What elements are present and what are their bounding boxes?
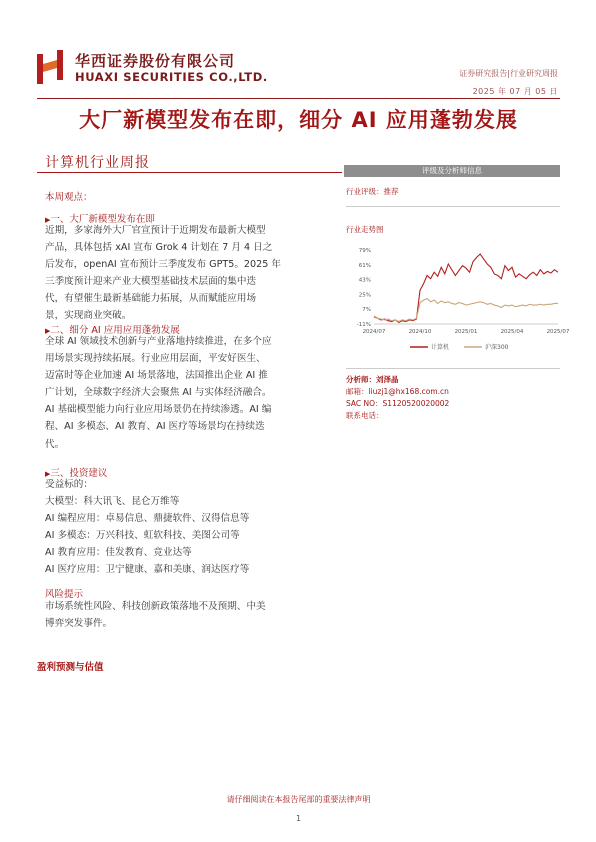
analyst-phone: 联系电话：: [346, 411, 384, 420]
x-tick-label: 2024/07: [362, 329, 386, 335]
x-tick-label: 2024/10: [408, 329, 432, 335]
industry-trend-chart: [344, 244, 570, 360]
bullet-triangle-icon: ▶: [45, 327, 51, 335]
company-name-en: HUAXI SECURITIES CO.,LTD.: [75, 70, 268, 84]
trend-label: 行业走势图: [346, 225, 384, 234]
body-line: 代。: [45, 438, 65, 450]
body-line: 迈富时等企业加速 AI 场景落地，法国推出企业 AI 推: [45, 370, 268, 382]
x-tick-label: 2025/01: [454, 329, 478, 335]
body-line: 近期，多家海外大厂官宣预计于近期发布最新大模型: [45, 225, 266, 236]
sidebar-divider-2: [346, 368, 560, 369]
legal-disclaimer: 请仔细阅读在本报告尾部的重要法律声明: [226, 795, 371, 804]
body-line: AI 多模态：万兴科技、虹软科技、美图公司等: [45, 530, 240, 542]
header-divider: [37, 98, 560, 99]
forecast-heading: 盈利预测与估值: [37, 662, 104, 673]
body-line: 大模型：科大讯飞、昆仑万维等: [45, 496, 180, 508]
bullet-triangle-icon: ▶: [45, 470, 51, 478]
rating-value: 推荐: [383, 187, 399, 196]
analyst-row: [346, 374, 399, 385]
body-line: 市场系统性风险、科技创新政策落地不及预期、中美: [45, 601, 266, 612]
page-number: 1: [295, 814, 302, 823]
y-tick-label: 25%: [358, 292, 371, 299]
body-line: 全球 AI 领域技术创新与产业落地持续推进，在多个应: [45, 336, 272, 347]
report-type: 证券研究报告|行业研究周报: [459, 69, 558, 78]
summary-label: 本周观点：: [45, 192, 93, 203]
bullet-triangle-icon: ▶: [45, 216, 51, 224]
body-line: 用场景实现持续拓展。行业应用层面，平安好医生、: [45, 353, 266, 365]
rating-row: [346, 186, 399, 197]
body-line: AI 编程应用：卓易信息、鼎捷软件、汉得信息等: [45, 513, 250, 525]
body-line: AI 医疗应用：卫宁健康、嘉和美康、润达医疗等: [45, 564, 250, 576]
y-tick-label: 61%: [358, 262, 371, 269]
rating-label: 行业评级：: [346, 187, 384, 196]
analyst-name: 刘泽晶: [376, 375, 399, 384]
body-line: 程、AI 多模态、AI 教育、AI 医疗等场景均在持续迭: [45, 421, 265, 433]
analyst-sac: SAC NO：S1120520020002: [346, 399, 450, 408]
risk-body: [45, 598, 345, 632]
body-line: 受益标的：: [45, 479, 93, 490]
section-2-heading: ▶二、细分 AI 应用应用蓬勃发展: [45, 325, 180, 336]
x-tick-label: 2025/04: [500, 329, 524, 335]
company-logo-icon: [37, 50, 63, 84]
body-line: 广计划，全球数字经济大会聚焦 AI 与实体经济融合。: [45, 387, 272, 399]
analyst-label: 分析师：: [346, 375, 376, 384]
legend-label: 计算机: [431, 344, 450, 351]
body-line: 景，实现商业突破。: [45, 310, 132, 322]
section-3-body: [45, 476, 345, 579]
report-date: 2025 年 07 月 05 日: [472, 87, 558, 96]
body-line: AI 基础模型能力向行业应用场景仍在持续渗透。AI 编: [45, 404, 272, 416]
body-line: 后发布，openAI 宣布预计三季度发布 GPT5。2025 年: [45, 259, 281, 271]
risk-heading: 风险提示: [45, 589, 84, 600]
y-tick-label: 7%: [362, 307, 371, 314]
company-name-cn: 华西证券股份有限公司: [75, 52, 236, 70]
series-line: [374, 299, 558, 322]
body-line: 产品，具体包括 xAI 宣布 Grok 4 计划在 7 月 4 日之: [45, 242, 273, 254]
series-line: [374, 254, 558, 322]
body-line: 三季度预计迎来产业大模型基础技术层面的集中迭: [45, 276, 257, 288]
industry-label: 计算机行业周报: [45, 155, 150, 171]
rating-header: 评级及分析师信息: [344, 165, 560, 177]
analyst-email: 邮箱：liuzj1@hx168.com.cn: [346, 387, 449, 396]
industry-underline: [37, 172, 342, 173]
body-line: 代，有望催生最新基础能力拓展，从而赋能应用场: [45, 293, 257, 305]
y-tick-label: 79%: [358, 248, 371, 254]
body-line: 博弈突发事件。: [45, 618, 113, 630]
section-2-body: [45, 333, 345, 453]
section-3-heading: ▶三、投资建议: [45, 468, 108, 479]
body-line: AI 教育应用：佳发教育、竞业达等: [45, 547, 192, 559]
x-tick-label: 2025/07: [546, 329, 570, 335]
y-tick-label: -11%: [356, 322, 371, 328]
report-title: 大厂新模型发布在即，细分 AI 应用蓬勃发展: [79, 108, 518, 132]
y-tick-label: 43%: [358, 277, 371, 284]
section-1-heading: ▶一、大厂新模型发布在即: [45, 214, 155, 225]
legend-label: 沪深300: [485, 344, 509, 351]
section-1-body: [45, 222, 345, 325]
sidebar-divider: [346, 206, 560, 207]
